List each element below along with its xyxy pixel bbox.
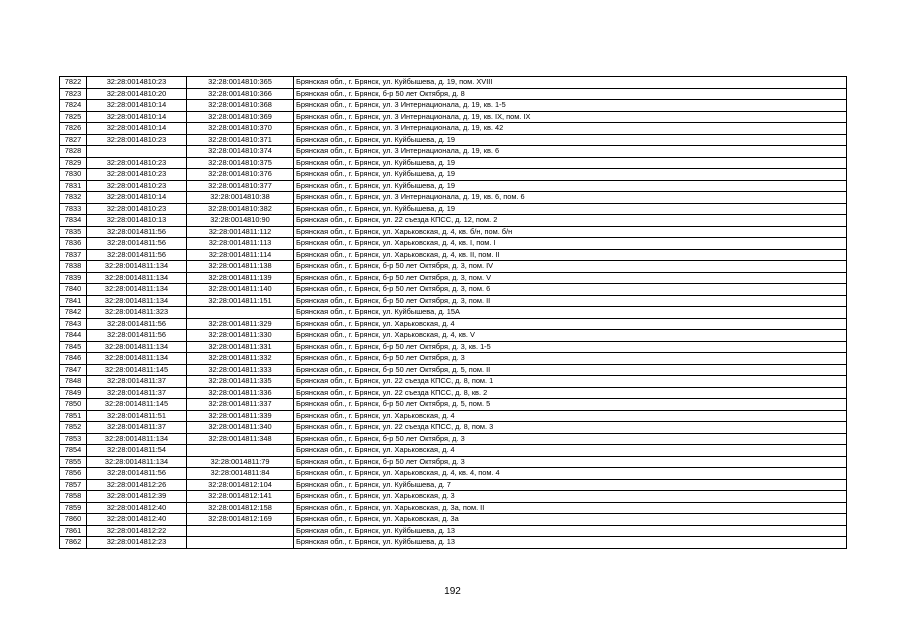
address-cell: Брянская обл., г. Брянск, б-р 50 лет Октября, д. 3, пом. 6 bbox=[294, 284, 847, 296]
table-row bbox=[60, 146, 847, 158]
address-cell: Брянская обл., г. Брянск, ул. Куйбышева, д. 19 bbox=[294, 180, 847, 192]
object-cadastral-number-cell bbox=[187, 537, 294, 549]
row-number-cell: 7834 bbox=[60, 215, 87, 227]
address-cell: Брянская обл., г. Брянск, ул. Харьковская, д. 3 bbox=[294, 491, 847, 503]
quarter-cadastral-number-cell: 32:28:0014810:23 bbox=[87, 180, 187, 192]
quarter-cadastral-number-cell: 32:28:0014812:23 bbox=[87, 537, 187, 549]
row-number-cell: 7830 bbox=[60, 169, 87, 181]
table-row bbox=[60, 399, 847, 411]
quarter-cadastral-number-cell bbox=[87, 146, 187, 158]
address-cell: Брянская обл., г. Брянск, ул. 22 съезда КПСС, д. 8, кв. 2 bbox=[294, 387, 847, 399]
table-row bbox=[60, 330, 847, 342]
address-cell: Брянская обл., г. Брянск, ул. 22 съезда КПСС, д. 8, пом. 1 bbox=[294, 376, 847, 388]
row-number-cell: 7838 bbox=[60, 261, 87, 273]
row-number-cell: 7846 bbox=[60, 353, 87, 365]
quarter-cadastral-number-cell: 32:28:0014811:37 bbox=[87, 387, 187, 399]
row-number-cell: 7828 bbox=[60, 146, 87, 158]
table-row bbox=[60, 284, 847, 296]
row-number-cell: 7858 bbox=[60, 491, 87, 503]
address-cell: Брянская обл., г. Брянск, ул. Харьковская, д. 3а bbox=[294, 514, 847, 526]
object-cadastral-number-cell bbox=[187, 445, 294, 457]
object-cadastral-number-cell: 32:28:0014810:38 bbox=[187, 192, 294, 204]
address-cell: Брянская обл., г. Брянск, ул. Харьковская, д. 4, кв. I, пом. I bbox=[294, 238, 847, 250]
quarter-cadastral-number-cell: 32:28:0014811:323 bbox=[87, 307, 187, 319]
quarter-cadastral-number-cell: 32:28:0014811:56 bbox=[87, 249, 187, 261]
object-cadastral-number-cell: 32:28:0014812:104 bbox=[187, 479, 294, 491]
address-cell: Брянская обл., г. Брянск, ул. Куйбышева, д. 19 bbox=[294, 203, 847, 215]
table-row bbox=[60, 479, 847, 491]
quarter-cadastral-number-cell: 32:28:0014810:14 bbox=[87, 111, 187, 123]
address-cell: Брянская обл., г. Брянск, ул. Куйбышева, д. 13 bbox=[294, 537, 847, 549]
object-cadastral-number-cell: 32:28:0014811:340 bbox=[187, 422, 294, 434]
quarter-cadastral-number-cell: 32:28:0014810:13 bbox=[87, 215, 187, 227]
table-row bbox=[60, 203, 847, 215]
address-cell: Брянская обл., г. Брянск, б-р 50 лет Октября, д. 3, пом. IV bbox=[294, 261, 847, 273]
object-cadastral-number-cell: 32:28:0014811:140 bbox=[187, 284, 294, 296]
object-cadastral-number-cell: 32:28:0014810:374 bbox=[187, 146, 294, 158]
object-cadastral-number-cell: 32:28:0014810:382 bbox=[187, 203, 294, 215]
row-number-cell: 7822 bbox=[60, 77, 87, 89]
address-cell: Брянская обл., г. Брянск, ул. 22 съезда КПСС, д. 12, пом. 2 bbox=[294, 215, 847, 227]
row-number-cell: 7836 bbox=[60, 238, 87, 250]
row-number-cell: 7842 bbox=[60, 307, 87, 319]
address-cell: Брянская обл., г. Брянск, ул. 22 съезда КПСС, д. 8, пом. 3 bbox=[294, 422, 847, 434]
quarter-cadastral-number-cell: 32:28:0014811:56 bbox=[87, 238, 187, 250]
object-cadastral-number-cell: 32:28:0014810:369 bbox=[187, 111, 294, 123]
quarter-cadastral-number-cell: 32:28:0014810:23 bbox=[87, 169, 187, 181]
row-number-cell: 7824 bbox=[60, 100, 87, 112]
address-cell: Брянская обл., г. Брянск, ул. Харьковская, д. 4, кв. б/н, пом. б/н bbox=[294, 226, 847, 238]
address-cell: Брянская обл., г. Брянск, ул. Куйбышева, д. 13 bbox=[294, 525, 847, 537]
object-cadastral-number-cell: 32:28:0014811:112 bbox=[187, 226, 294, 238]
address-cell: Брянская обл., г. Брянск, ул. Куйбышева, д. 7 bbox=[294, 479, 847, 491]
object-cadastral-number-cell: 32:28:0014812:158 bbox=[187, 502, 294, 514]
object-cadastral-number-cell: 32:28:0014811:337 bbox=[187, 399, 294, 411]
table-row bbox=[60, 249, 847, 261]
address-cell: Брянская обл., г. Брянск, б-р 50 лет Октября, д. 3, пом. V bbox=[294, 272, 847, 284]
table-row bbox=[60, 491, 847, 503]
quarter-cadastral-number-cell: 32:28:0014812:40 bbox=[87, 514, 187, 526]
quarter-cadastral-number-cell: 32:28:0014811:56 bbox=[87, 226, 187, 238]
table-row bbox=[60, 525, 847, 537]
quarter-cadastral-number-cell: 32:28:0014811:56 bbox=[87, 468, 187, 480]
row-number-cell: 7849 bbox=[60, 387, 87, 399]
quarter-cadastral-number-cell: 32:28:0014811:134 bbox=[87, 295, 187, 307]
object-cadastral-number-cell: 32:28:0014810:90 bbox=[187, 215, 294, 227]
address-cell: Брянская обл., г. Брянск, ул. 3 Интернационала, д. 19, кв. 6 bbox=[294, 146, 847, 158]
quarter-cadastral-number-cell: 32:28:0014810:23 bbox=[87, 203, 187, 215]
quarter-cadastral-number-cell: 32:28:0014810:14 bbox=[87, 100, 187, 112]
table-row bbox=[60, 468, 847, 480]
quarter-cadastral-number-cell: 32:28:0014811:145 bbox=[87, 364, 187, 376]
row-number-cell: 7848 bbox=[60, 376, 87, 388]
quarter-cadastral-number-cell: 32:28:0014811:134 bbox=[87, 341, 187, 353]
quarter-cadastral-number-cell: 32:28:0014811:134 bbox=[87, 284, 187, 296]
row-number-cell: 7837 bbox=[60, 249, 87, 261]
quarter-cadastral-number-cell: 32:28:0014811:134 bbox=[87, 353, 187, 365]
quarter-cadastral-number-cell: 32:28:0014811:134 bbox=[87, 433, 187, 445]
object-cadastral-number-cell: 32:28:0014811:339 bbox=[187, 410, 294, 422]
object-cadastral-number-cell: 32:28:0014811:114 bbox=[187, 249, 294, 261]
row-number-cell: 7827 bbox=[60, 134, 87, 146]
table-row bbox=[60, 353, 847, 365]
object-cadastral-number-cell: 32:28:0014811:348 bbox=[187, 433, 294, 445]
row-number-cell: 7852 bbox=[60, 422, 87, 434]
quarter-cadastral-number-cell: 32:28:0014811:145 bbox=[87, 399, 187, 411]
table-row bbox=[60, 111, 847, 123]
row-number-cell: 7850 bbox=[60, 399, 87, 411]
table-row bbox=[60, 261, 847, 273]
object-cadastral-number-cell: 32:28:0014811:139 bbox=[187, 272, 294, 284]
quarter-cadastral-number-cell: 32:28:0014811:134 bbox=[87, 272, 187, 284]
address-cell: Брянская обл., г. Брянск, ул. Куйбышева, д. 19, пом. XVIII bbox=[294, 77, 847, 89]
row-number-cell: 7853 bbox=[60, 433, 87, 445]
row-number-cell: 7840 bbox=[60, 284, 87, 296]
address-cell: Брянская обл., г. Брянск, ул. Харьковская, д. 4, кв. II, пом. II bbox=[294, 249, 847, 261]
table-row bbox=[60, 180, 847, 192]
address-cell: Брянская обл., г. Брянск, ул. 3 Интернационала, д. 19, кв. 1-5 bbox=[294, 100, 847, 112]
address-cell: Брянская обл., г. Брянск, ул. Харьковская, д. 4 bbox=[294, 410, 847, 422]
table-row bbox=[60, 502, 847, 514]
row-number-cell: 7835 bbox=[60, 226, 87, 238]
row-number-cell: 7823 bbox=[60, 88, 87, 100]
table-row bbox=[60, 134, 847, 146]
object-cadastral-number-cell: 32:28:0014811:138 bbox=[187, 261, 294, 273]
object-cadastral-number-cell: 32:28:0014811:333 bbox=[187, 364, 294, 376]
table-row bbox=[60, 433, 847, 445]
row-number-cell: 7862 bbox=[60, 537, 87, 549]
quarter-cadastral-number-cell: 32:28:0014810:14 bbox=[87, 123, 187, 135]
row-number-cell: 7854 bbox=[60, 445, 87, 457]
object-cadastral-number-cell: 32:28:0014810:365 bbox=[187, 77, 294, 89]
row-number-cell: 7831 bbox=[60, 180, 87, 192]
address-cell: Брянская обл., г. Брянск, ул. Харьковская, д. 4 bbox=[294, 318, 847, 330]
address-cell: Брянская обл., г. Брянск, б-р 50 лет Октября, д. 3 bbox=[294, 433, 847, 445]
quarter-cadastral-number-cell: 32:28:0014810:23 bbox=[87, 77, 187, 89]
table-row bbox=[60, 192, 847, 204]
address-cell: Брянская обл., г. Брянск, ул. Харьковская, д. 4 bbox=[294, 445, 847, 457]
table-row bbox=[60, 272, 847, 284]
address-cell: Брянская обл., г. Брянск, ул. Харьковская, д. 4, кв. V bbox=[294, 330, 847, 342]
page-number: 192 bbox=[444, 586, 461, 597]
table-row bbox=[60, 514, 847, 526]
table-row bbox=[60, 226, 847, 238]
quarter-cadastral-number-cell: 32:28:0014812:26 bbox=[87, 479, 187, 491]
table-row bbox=[60, 410, 847, 422]
object-cadastral-number-cell: 32:28:0014811:79 bbox=[187, 456, 294, 468]
quarter-cadastral-number-cell: 32:28:0014810:20 bbox=[87, 88, 187, 100]
object-cadastral-number-cell: 32:28:0014810:376 bbox=[187, 169, 294, 181]
quarter-cadastral-number-cell: 32:28:0014811:37 bbox=[87, 376, 187, 388]
object-cadastral-number-cell: 32:28:0014810:368 bbox=[187, 100, 294, 112]
table-row bbox=[60, 387, 847, 399]
table-row bbox=[60, 77, 847, 89]
object-cadastral-number-cell: 32:28:0014811:336 bbox=[187, 387, 294, 399]
row-number-cell: 7829 bbox=[60, 157, 87, 169]
object-cadastral-number-cell: 32:28:0014812:141 bbox=[187, 491, 294, 503]
address-cell: Брянская обл., г. Брянск, ул. Куйбышева, д. 15А bbox=[294, 307, 847, 319]
table-row bbox=[60, 364, 847, 376]
table-row bbox=[60, 456, 847, 468]
address-cell: Брянская обл., г. Брянск, б-р 50 лет Октября, д. 3, кв. 1-5 bbox=[294, 341, 847, 353]
table-row bbox=[60, 238, 847, 250]
row-number-cell: 7856 bbox=[60, 468, 87, 480]
table-row bbox=[60, 537, 847, 549]
quarter-cadastral-number-cell: 32:28:0014810:23 bbox=[87, 134, 187, 146]
object-cadastral-number-cell: 32:28:0014811:113 bbox=[187, 238, 294, 250]
registry-table bbox=[59, 76, 847, 549]
row-number-cell: 7845 bbox=[60, 341, 87, 353]
address-cell: Брянская обл., г. Брянск, б-р 50 лет Октября, д. 3, пом. II bbox=[294, 295, 847, 307]
object-cadastral-number-cell: 32:28:0014811:151 bbox=[187, 295, 294, 307]
object-cadastral-number-cell bbox=[187, 525, 294, 537]
quarter-cadastral-number-cell: 32:28:0014811:134 bbox=[87, 261, 187, 273]
table-row bbox=[60, 422, 847, 434]
table-row bbox=[60, 123, 847, 135]
object-cadastral-number-cell: 32:28:0014812:169 bbox=[187, 514, 294, 526]
address-cell: Брянская обл., г. Брянск, ул. 3 Интернационала, д. 19, кв. IX, пом. IX bbox=[294, 111, 847, 123]
row-number-cell: 7841 bbox=[60, 295, 87, 307]
row-number-cell: 7826 bbox=[60, 123, 87, 135]
quarter-cadastral-number-cell: 32:28:0014812:22 bbox=[87, 525, 187, 537]
row-number-cell: 7861 bbox=[60, 525, 87, 537]
table-row bbox=[60, 376, 847, 388]
object-cadastral-number-cell: 32:28:0014811:335 bbox=[187, 376, 294, 388]
quarter-cadastral-number-cell: 32:28:0014812:39 bbox=[87, 491, 187, 503]
object-cadastral-number-cell: 32:28:0014811:84 bbox=[187, 468, 294, 480]
quarter-cadastral-number-cell: 32:28:0014810:14 bbox=[87, 192, 187, 204]
object-cadastral-number-cell: 32:28:0014811:329 bbox=[187, 318, 294, 330]
address-cell: Брянская обл., г. Брянск, б-р 50 лет Октября, д. 3 bbox=[294, 456, 847, 468]
row-number-cell: 7859 bbox=[60, 502, 87, 514]
row-number-cell: 7844 bbox=[60, 330, 87, 342]
row-number-cell: 7847 bbox=[60, 364, 87, 376]
address-cell: Брянская обл., г. Брянск, ул. Куйбышева, д. 19 bbox=[294, 157, 847, 169]
quarter-cadastral-number-cell: 32:28:0014811:54 bbox=[87, 445, 187, 457]
address-cell: Брянская обл., г. Брянск, ул. 3 Интернационала, д. 19, кв. 42 bbox=[294, 123, 847, 135]
row-number-cell: 7825 bbox=[60, 111, 87, 123]
object-cadastral-number-cell: 32:28:0014810:371 bbox=[187, 134, 294, 146]
object-cadastral-number-cell: 32:28:0014811:330 bbox=[187, 330, 294, 342]
table-row bbox=[60, 341, 847, 353]
quarter-cadastral-number-cell: 32:28:0014810:23 bbox=[87, 157, 187, 169]
object-cadastral-number-cell: 32:28:0014810:370 bbox=[187, 123, 294, 135]
row-number-cell: 7860 bbox=[60, 514, 87, 526]
address-cell: Брянская обл., г. Брянск, б-р 50 лет Октября, д. 8 bbox=[294, 88, 847, 100]
object-cadastral-number-cell: 32:28:0014811:331 bbox=[187, 341, 294, 353]
row-number-cell: 7833 bbox=[60, 203, 87, 215]
table-row bbox=[60, 215, 847, 227]
row-number-cell: 7843 bbox=[60, 318, 87, 330]
table-row bbox=[60, 157, 847, 169]
address-cell: Брянская обл., г. Брянск, б-р 50 лет Октября, д. 3 bbox=[294, 353, 847, 365]
quarter-cadastral-number-cell: 32:28:0014812:40 bbox=[87, 502, 187, 514]
object-cadastral-number-cell bbox=[187, 307, 294, 319]
object-cadastral-number-cell: 32:28:0014810:377 bbox=[187, 180, 294, 192]
table-row bbox=[60, 295, 847, 307]
table-row bbox=[60, 169, 847, 181]
table-row bbox=[60, 307, 847, 319]
row-number-cell: 7851 bbox=[60, 410, 87, 422]
object-cadastral-number-cell: 32:28:0014810:375 bbox=[187, 157, 294, 169]
object-cadastral-number-cell: 32:28:0014810:366 bbox=[187, 88, 294, 100]
address-cell: Брянская обл., г. Брянск, ул. Харьковская, д. 3а, пом. II bbox=[294, 502, 847, 514]
table-row bbox=[60, 318, 847, 330]
quarter-cadastral-number-cell: 32:28:0014811:37 bbox=[87, 422, 187, 434]
quarter-cadastral-number-cell: 32:28:0014811:134 bbox=[87, 456, 187, 468]
address-cell: Брянская обл., г. Брянск, ул. Харьковская, д. 4, кв. 4, пом. 4 bbox=[294, 468, 847, 480]
address-cell: Брянская обл., г. Брянск, ул. 3 Интернационала, д. 19, кв. 6, пом. 6 bbox=[294, 192, 847, 204]
row-number-cell: 7832 bbox=[60, 192, 87, 204]
table-row bbox=[60, 100, 847, 112]
quarter-cadastral-number-cell: 32:28:0014811:56 bbox=[87, 318, 187, 330]
table-row bbox=[60, 88, 847, 100]
quarter-cadastral-number-cell: 32:28:0014811:56 bbox=[87, 330, 187, 342]
address-cell: Брянская обл., г. Брянск, б-р 50 лет Октября, д. 5, пом. 5 bbox=[294, 399, 847, 411]
address-cell: Брянская обл., г. Брянск, б-р 50 лет Октября, д. 5, пом. II bbox=[294, 364, 847, 376]
table-row bbox=[60, 445, 847, 457]
row-number-cell: 7855 bbox=[60, 456, 87, 468]
row-number-cell: 7839 bbox=[60, 272, 87, 284]
registry-table-body bbox=[60, 77, 847, 549]
object-cadastral-number-cell: 32:28:0014811:332 bbox=[187, 353, 294, 365]
address-cell: Брянская обл., г. Брянск, ул. Куйбышева, д. 19 bbox=[294, 169, 847, 181]
address-cell: Брянская обл., г. Брянск, ул. Куйбышева, д. 19 bbox=[294, 134, 847, 146]
row-number-cell: 7857 bbox=[60, 479, 87, 491]
quarter-cadastral-number-cell: 32:28:0014811:51 bbox=[87, 410, 187, 422]
